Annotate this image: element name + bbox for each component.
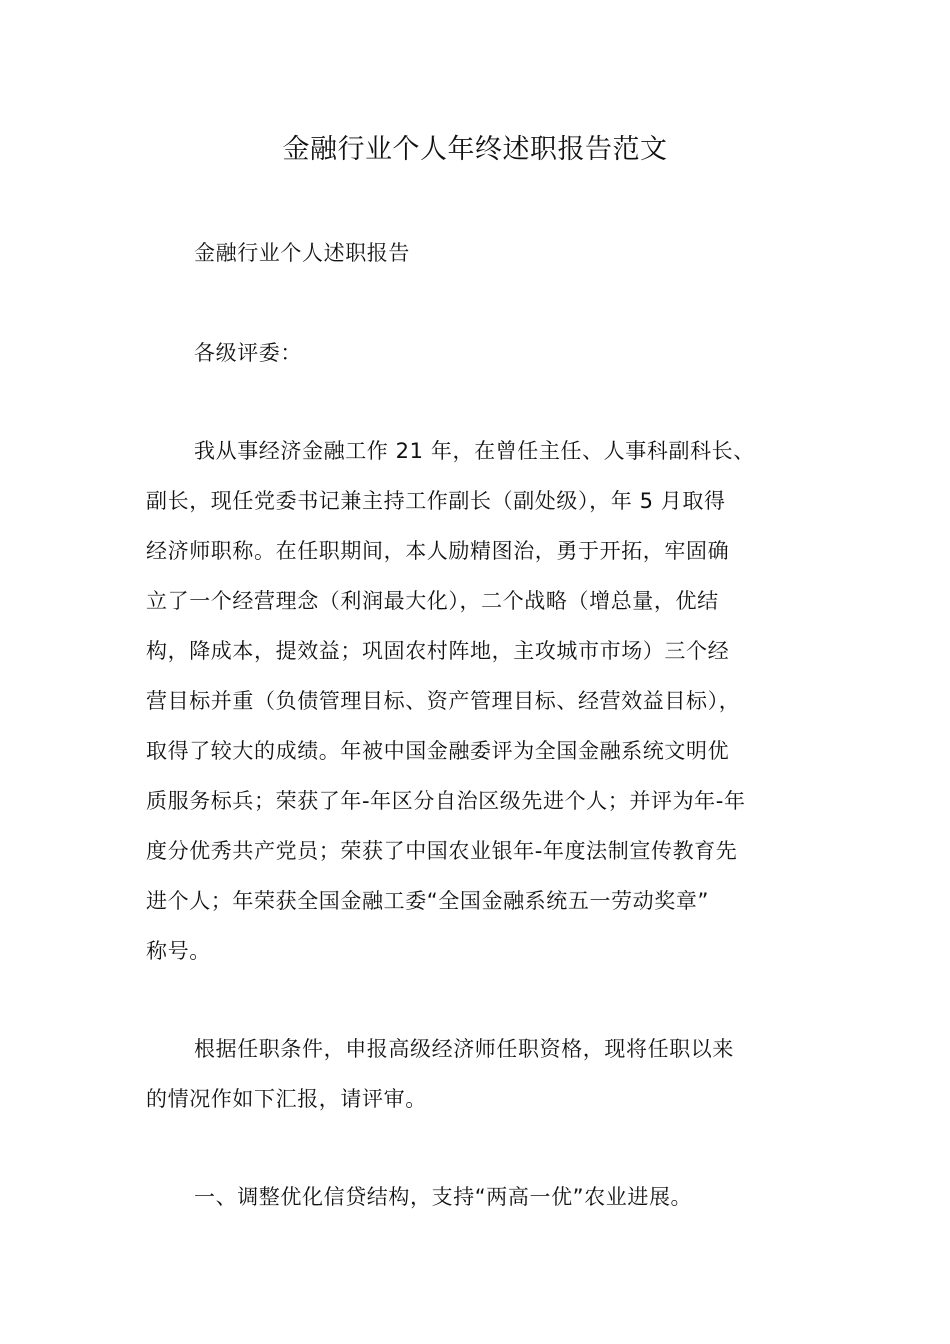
- greeting-text: 各级评委：: [194, 341, 302, 365]
- paragraph-line: 度分优秀共产党员；荣获了中国农业银年-年度法制宣传教育先: [146, 839, 738, 863]
- subtitle-text: 金融行业个人述职报告: [194, 241, 410, 265]
- paragraph-line: 的情况作如下汇报，请评审。: [146, 1087, 427, 1111]
- paragraph-line: 构，降成本，提效益；巩固农村阵地，主攻城市市场）三个经: [146, 639, 730, 663]
- paragraph-application: [146, 1024, 806, 1124]
- paragraph-line: 经济师职称。在任职期间，本人励精图治，勇于开拓，牢固确: [146, 539, 730, 563]
- paragraph-line: 根据任职条件，申报高级经济师任职资格，现将任职以来: [194, 1037, 734, 1061]
- paragraph-line: 我从事经济金融工作 21 年，在曾任主任、人事科副科长、: [194, 439, 755, 463]
- document-title: 金融行业个人年终述职报告范文: [282, 134, 668, 165]
- section-heading-text: 一、调整优化信贷结构，支持“两高一优”农业进展。: [194, 1185, 693, 1209]
- report-subtitle: [146, 228, 806, 278]
- paragraph-line: 副长，现任党委书记兼主持工作副长（副处级），年 5 月取得: [146, 489, 726, 513]
- paragraph-line: 称号。: [146, 939, 211, 963]
- paragraph-line: 进个人；年荣获全国金融工委“全国金融系统五一劳动奖章”: [146, 889, 709, 913]
- section-heading: [146, 1172, 806, 1222]
- paragraph-experience: [146, 426, 806, 976]
- paragraph-line: 取得了较大的成绩。年被中国金融委评为全国金融系统文明优: [146, 739, 730, 763]
- paragraph-line: 立了一个经营理念（利润最大化），二个战略（增总量，优结: [146, 589, 719, 613]
- paragraph-line: 营目标并重（负债管理目标、资产管理目标、经营效益目标），: [146, 689, 741, 713]
- greeting: [146, 328, 806, 378]
- paragraph-line: 质服务标兵；荣获了年-年区分自治区级先进个人；并评为年-年: [146, 789, 746, 813]
